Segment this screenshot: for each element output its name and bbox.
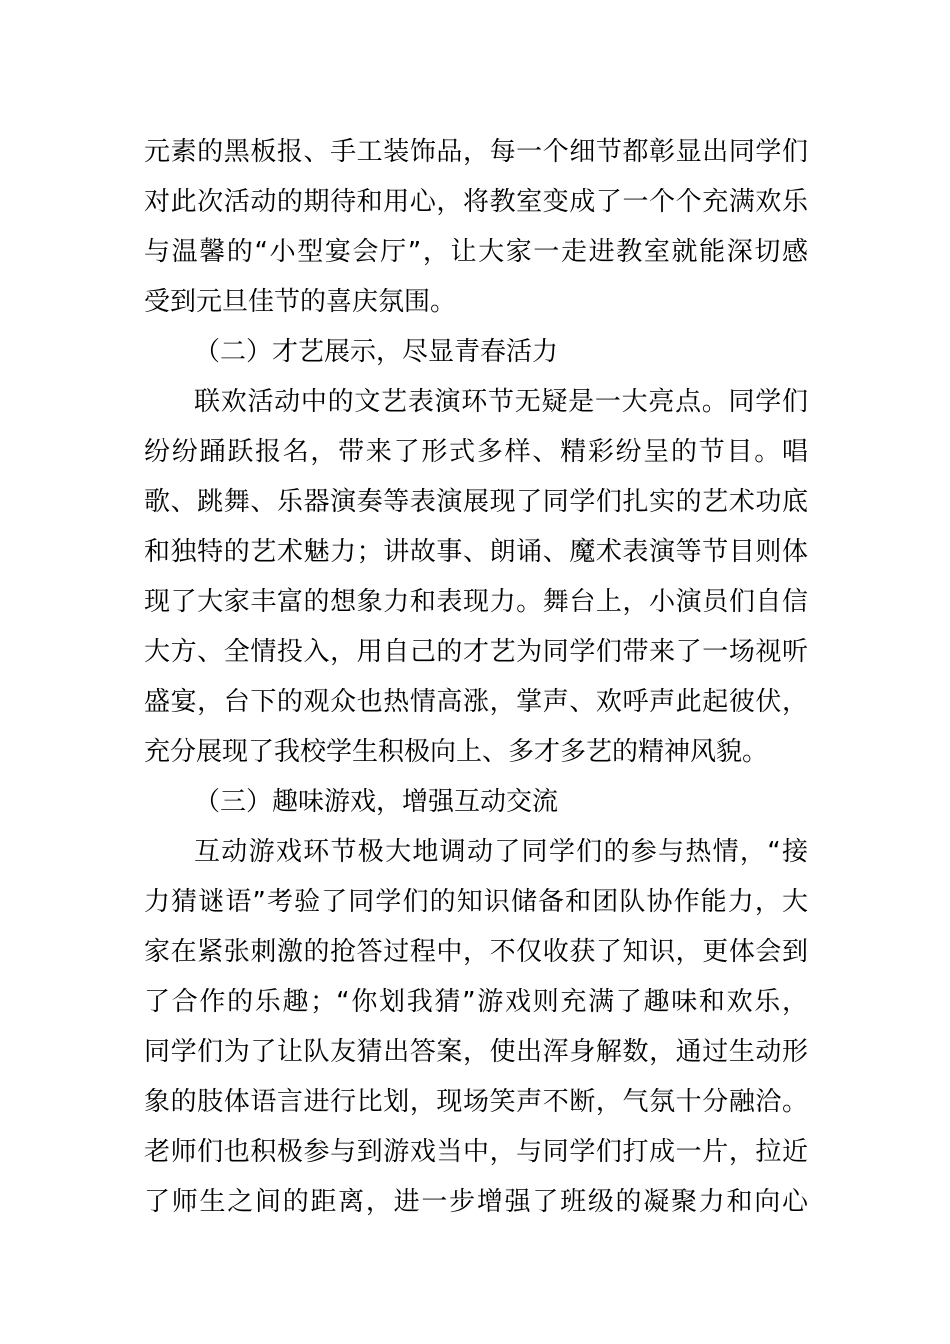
text-line: 充分展现了我校学生积极向上、多才多艺的精神风貌。 xyxy=(144,737,769,767)
text-line: 互动游戏环节极大地调动了同学们的参与热情，“接 xyxy=(194,837,808,867)
text-line: 与温馨的“小型宴会厅”，让大家一走进教室就能深切感 xyxy=(144,237,808,267)
text-line: 现了大家丰富的想象力和表现力。舞台上，小演员们自信 xyxy=(144,587,808,617)
section-heading-2: （二）才艺展示，尽显青春活力 xyxy=(194,337,559,367)
text-line: 同学们为了让队友猜出答案，使出浑身解数，通过生动形 xyxy=(144,1037,808,1067)
text-line: 力猜谜语”考验了同学们的知识储备和团队协作能力，大 xyxy=(144,887,808,917)
text-line: 元素的黑板报、手工装饰品，每一个细节都彰显出同学们 xyxy=(144,137,808,167)
section-heading-3: （三）趣味游戏，增强互动交流 xyxy=(194,787,559,817)
text-line: 老师们也积极参与到游戏当中，与同学们打成一片，拉近 xyxy=(144,1137,808,1167)
text-line: 纷纷踊跃报名，带来了形式多样、精彩纷呈的节目。唱 xyxy=(144,437,808,467)
text-line: 歌、跳舞、乐器演奏等表演展现了同学们扎实的艺术功底 xyxy=(144,487,808,517)
text-line: 对此次活动的期待和用心，将教室变成了一个个充满欢乐 xyxy=(144,187,808,217)
text-line: 联欢活动中的文艺表演环节无疑是一大亮点。同学们 xyxy=(194,387,808,417)
text-line: 象的肢体语言进行比划，现场笑声不断，气氛十分融洽。 xyxy=(144,1087,808,1117)
text-line: 了合作的乐趣；“你划我猜”游戏则充满了趣味和欢乐， xyxy=(144,987,808,1017)
text-line: 盛宴，台下的观众也热情高涨，掌声、欢呼声此起彼伏， xyxy=(144,687,808,717)
text-line: 受到元旦佳节的喜庆氛围。 xyxy=(144,287,457,317)
text-line: 家在紧张刺激的抢答过程中，不仅收获了知识，更体会到 xyxy=(144,937,808,967)
text-line: 了师生之间的距离，进一步增强了班级的凝聚力和向心 xyxy=(144,1187,808,1217)
text-line: 和独特的艺术魅力；讲故事、朗诵、魔术表演等节目则体 xyxy=(144,537,808,567)
text-line: 大方、全情投入，用自己的才艺为同学们带来了一场视听 xyxy=(144,637,808,667)
